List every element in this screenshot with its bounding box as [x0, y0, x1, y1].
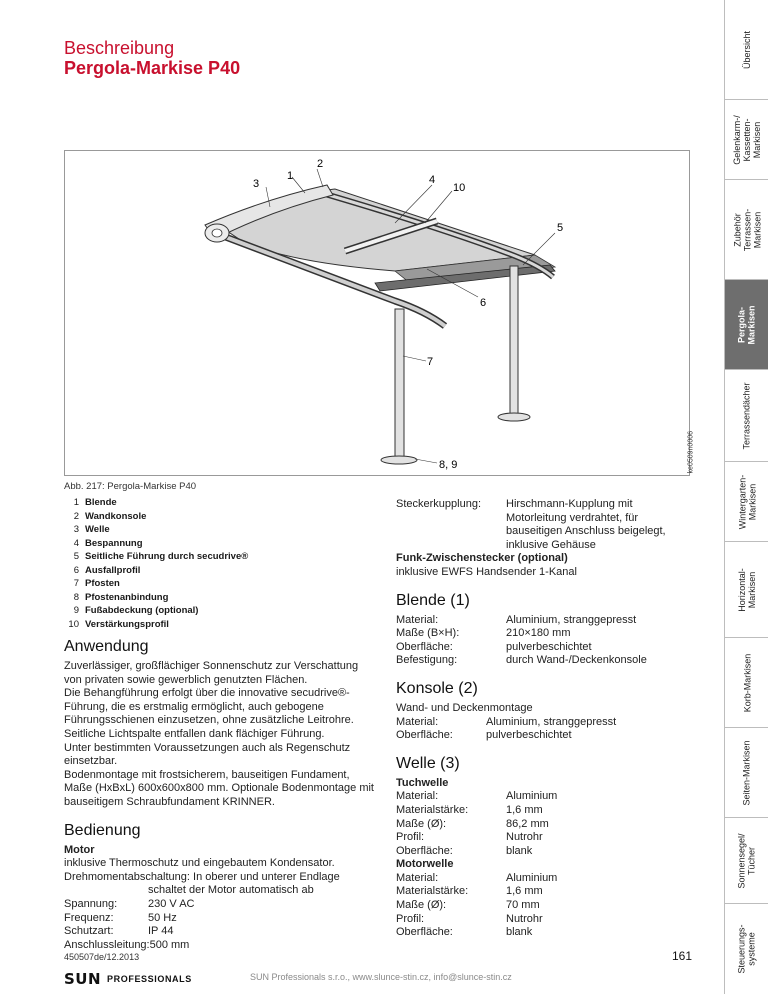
spec-row: Oberfläche: pulverbeschichtet	[396, 640, 592, 653]
legend-item: 2 Wandkonsole	[73, 510, 147, 522]
tab-horizontal[interactable]: Horizontal- Markisen	[725, 542, 768, 638]
spec-row: Material: Aluminium	[396, 871, 558, 884]
tab-steuerung[interactable]: Steuerungs- systeme	[737, 924, 757, 974]
bedienung-section	[64, 822, 374, 953]
motor-label: Motor	[64, 843, 95, 856]
spec-row: Maße (Ø): 70 mm	[396, 899, 540, 912]
legend-item: 4 Bespannung	[73, 537, 143, 549]
pergola-drawing	[65, 151, 691, 477]
tab-uebersicht[interactable]: Übersicht	[725, 0, 768, 100]
legend-item: 7 Pfosten	[73, 578, 120, 589]
legend-item: 8 Pfostenanbindung	[73, 591, 169, 603]
callout-4: 4	[429, 174, 436, 186]
konsole-intro: Wand- und Deckenmontage	[396, 701, 533, 714]
callout-7: 7	[427, 356, 434, 368]
spec-row: Material: Aluminium, stranggepresst	[396, 613, 637, 626]
left-column	[64, 638, 374, 964]
section-title: Beschreibung	[64, 38, 175, 58]
spec-row: Oberfläche: pulverbeschichtet	[396, 729, 572, 742]
spec-row: Schutzart: IP 44	[64, 925, 174, 938]
blende-section	[396, 592, 696, 668]
spec-row: Materialstärke: 1,6 mm	[396, 803, 543, 816]
tab-sonnensegel[interactable]: Sonnensegel/ Tücher	[725, 818, 768, 904]
spec-row: Maße (Ø): 86,2 mm	[396, 817, 549, 830]
spec-row: Befestigung: durch Wand-/Deckenkonsole	[396, 654, 647, 667]
spec-row: Material: Aluminium	[396, 790, 558, 803]
logo-professionals: PROFESSIONALS	[107, 974, 192, 984]
page-number: 161	[672, 949, 693, 963]
page-title: Pergola-Markise P40	[64, 58, 241, 78]
tuchwelle-label: Tuchwelle	[396, 776, 449, 789]
footer-contact: SUN Professionals s.r.o., www.slunce-stin.cz, info@slunce-stin.cz	[250, 972, 512, 982]
spec-row: Anschlussleitung: 500 mm	[64, 938, 190, 951]
bedienung-heading: Bedienung	[64, 821, 141, 839]
callout-1: 1	[287, 170, 294, 182]
legend-item: 3 Welle	[73, 524, 110, 535]
anwendung-text-4: Bodenmontage mit frostsicherem, bauseitigen Fundament, Maße (HxBxL) 600x600x800 mm. Optionale Bodenmontage mit bauseitigem Schraubfundament KRINNER.	[64, 768, 374, 808]
legend-item: 1 Blende	[73, 497, 117, 508]
document-code: 450507de/12.2013	[64, 952, 140, 962]
spec-row: Materialstärke: 1,6 mm	[396, 885, 543, 898]
callout-8-9: 8, 9	[439, 459, 458, 471]
anwendung-text-3: Unter bestimmten Voraussetzungen auch als Regenschutz einsetzbar.	[64, 741, 351, 768]
legend-item: 5 Seitliche Führung durch secudrive®	[73, 551, 249, 562]
legend-item: 9 Fußabdeckung (optional)	[73, 605, 199, 616]
konsole-section	[396, 680, 696, 743]
welle-heading: Welle (3)	[396, 754, 460, 772]
tab-gelenkarm[interactable]: Gelenkarm-/ Kassetten- Markisen	[725, 100, 768, 180]
motor-line-3: schaltet der Motor automatisch ab	[148, 884, 314, 897]
tab-pergola[interactable]: Pergola- Markisen	[725, 280, 768, 370]
welle-section	[396, 755, 696, 940]
spec-row: Profil: Nutrohr	[396, 912, 543, 925]
callout-5: 5	[557, 222, 564, 234]
motorwelle-label: Motorwelle	[396, 858, 454, 871]
anwendung-text-2: Die Behangführung erfolgt über die innovative secudrive®-Führung, die es erstmalig ermöglicht, auch gebogene Führungsschienen einzusetzen, ohne zusätzliche Leitrohre. Seitliche Lichtspalte entfallen dank flächiger Führung.	[64, 687, 354, 740]
spec-row: Oberfläche: blank	[396, 926, 533, 939]
legend-item: 10 Verstärkungsprofil	[68, 618, 169, 630]
figure-caption: Abb. 217: Pergola-Markise P40	[64, 481, 197, 492]
callout-6: 6	[480, 297, 487, 309]
spec-row: Spannung: 230 V AC	[64, 897, 195, 910]
spec-row: Maße (B×H): 210×180 mm	[396, 627, 571, 640]
callout-3: 3	[253, 178, 260, 190]
spec-row: Steckerkupplung: Hirschmann-Kupplung mit Motorleitung verdrahtet, für bauseitigen Anschluss beigelegt, inklusive Gehäuse	[396, 498, 666, 551]
right-column	[396, 498, 696, 952]
spec-row: Oberfläche: blank	[396, 844, 533, 857]
spec-row: Material: Aluminium, stranggepresst	[396, 715, 617, 728]
anwendung-section	[64, 638, 374, 810]
sun-professionals-logo	[64, 970, 192, 988]
tab-zubehoer[interactable]: Zubehör Terrassen- Markisen	[725, 180, 768, 280]
product-figure	[64, 150, 694, 476]
parts-legend	[64, 496, 248, 631]
tab-korb[interactable]: Korb-Markisen	[725, 638, 768, 728]
legend-item: 6 Ausfallprofil	[73, 564, 141, 576]
blende-heading: Blende (1)	[396, 591, 470, 609]
anwendung-heading: Anwendung	[64, 638, 149, 655]
figure-code: ke0509n0006	[687, 431, 694, 474]
anwendung-text-1: Zuverlässiger, großflächiger Sonnenschutz zur Verschattung von privaten sowie gewerblich genutzten Flächen.	[64, 660, 359, 686]
motor-line-2: Drehmomentabschaltung: In oberer und unterer Endlage	[64, 870, 340, 883]
callout-10: 10	[453, 182, 466, 194]
tab-terrassendaecher[interactable]: Terrassendächer	[725, 370, 768, 462]
logo-sun: SUN	[64, 970, 102, 988]
funk-text: inklusive EWFS Handsender 1-Kanal	[396, 565, 577, 578]
konsole-heading: Konsole (2)	[396, 679, 478, 697]
motor-line-1: inklusive Thermoschutz und eingebautem Kondensator.	[64, 857, 335, 870]
spec-row: Frequenz: 50 Hz	[64, 911, 177, 924]
funk-title: Funk-Zwischenstecker (optional)	[396, 552, 568, 565]
stecker-section	[396, 498, 696, 580]
callout-2: 2	[317, 158, 324, 170]
tab-seiten[interactable]: Seiten-Markisen	[725, 728, 768, 818]
tab-wintergarten[interactable]: Wintergarten- Markisen	[725, 462, 768, 542]
side-tab-bar	[724, 0, 768, 994]
spec-row: Profil: Nutrohr	[396, 831, 543, 844]
